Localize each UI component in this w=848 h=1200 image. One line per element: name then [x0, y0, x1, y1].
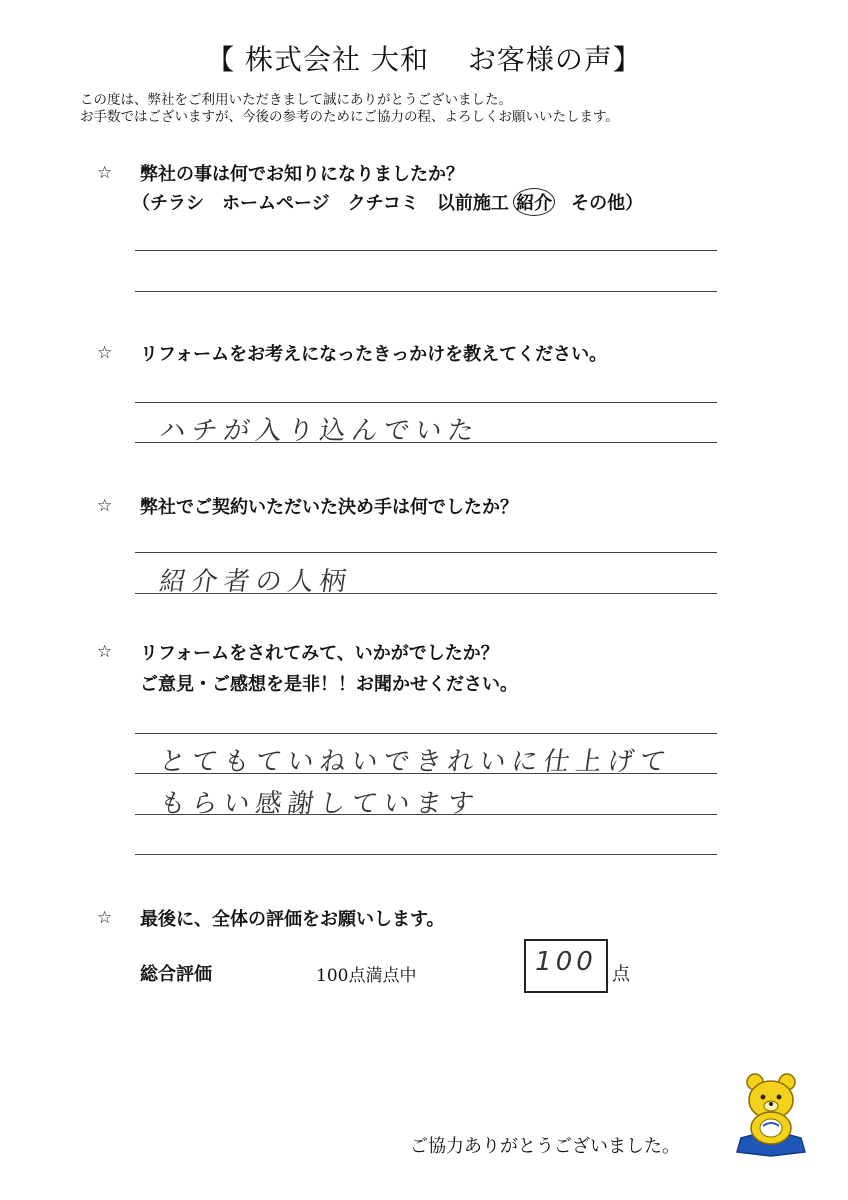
question-2: リフォームをお考えになったきっかけを教えてください。: [140, 344, 608, 365]
answer-line: [135, 552, 717, 553]
option-list-end: その他）: [553, 193, 644, 214]
score-unit: 点: [612, 964, 630, 985]
question-5: 最後に、全体の評価をお願いします。: [140, 909, 445, 930]
question-3: 弊社でご契約いただいた決め手は何でしたか？: [140, 497, 518, 518]
star-icon: ☆: [97, 496, 113, 516]
answer-line: [135, 773, 717, 774]
question-1-options: [132, 188, 643, 216]
question-4: リフォームをされてみて、いかがでしたか？: [140, 643, 499, 664]
handwritten-answer-4-line-1: とてもていねいできれいに仕上げて: [157, 747, 674, 777]
answer-line: [135, 291, 717, 292]
bear-mascot-icon: [733, 1070, 809, 1160]
intro-text: [80, 92, 619, 126]
handwritten-answer-3: 紹介者の人柄: [157, 567, 354, 597]
star-icon: ☆: [97, 163, 113, 183]
question-4-line-2: ご意見・ご感想を是非！！お聞かせください。: [140, 674, 518, 695]
handwritten-answer-4-line-2: もらい感謝しています: [157, 789, 482, 819]
overall-rating-label: 総合評価: [140, 964, 212, 985]
answer-line: [135, 442, 717, 443]
answer-line: [135, 854, 717, 855]
question-1: 弊社の事は何でお知りになりましたか？: [140, 164, 464, 185]
answer-line: [135, 402, 717, 403]
intro-line-1: この度は、弊社をご利用いただきまして誠にありがとうございました。: [80, 92, 512, 108]
star-icon: ☆: [97, 908, 113, 928]
option-list-start: （チラシ ホームページ クチコミ 以前施工: [132, 193, 516, 214]
answer-line: [135, 733, 717, 734]
handwritten-score: 100: [535, 947, 597, 977]
star-icon: ☆: [97, 642, 113, 662]
handwritten-answer-2: ハチが入り込んでいた: [157, 416, 482, 446]
star-icon: ☆: [97, 343, 113, 363]
selected-option-circle: 紹介: [513, 188, 555, 216]
closing-thanks: ご協力ありがとうございました。: [410, 1136, 680, 1157]
answer-line: [135, 593, 717, 594]
survey-title: 【 株式会社 大和 お客様の声】: [206, 43, 642, 76]
rating-scale-label: 100点満点中: [316, 966, 417, 986]
intro-line-2: お手数ではございますが、今後の参考のためにご協力の程、よろしくお願いいたします。: [80, 109, 619, 125]
answer-line: [135, 250, 717, 251]
answer-line: [135, 814, 717, 815]
